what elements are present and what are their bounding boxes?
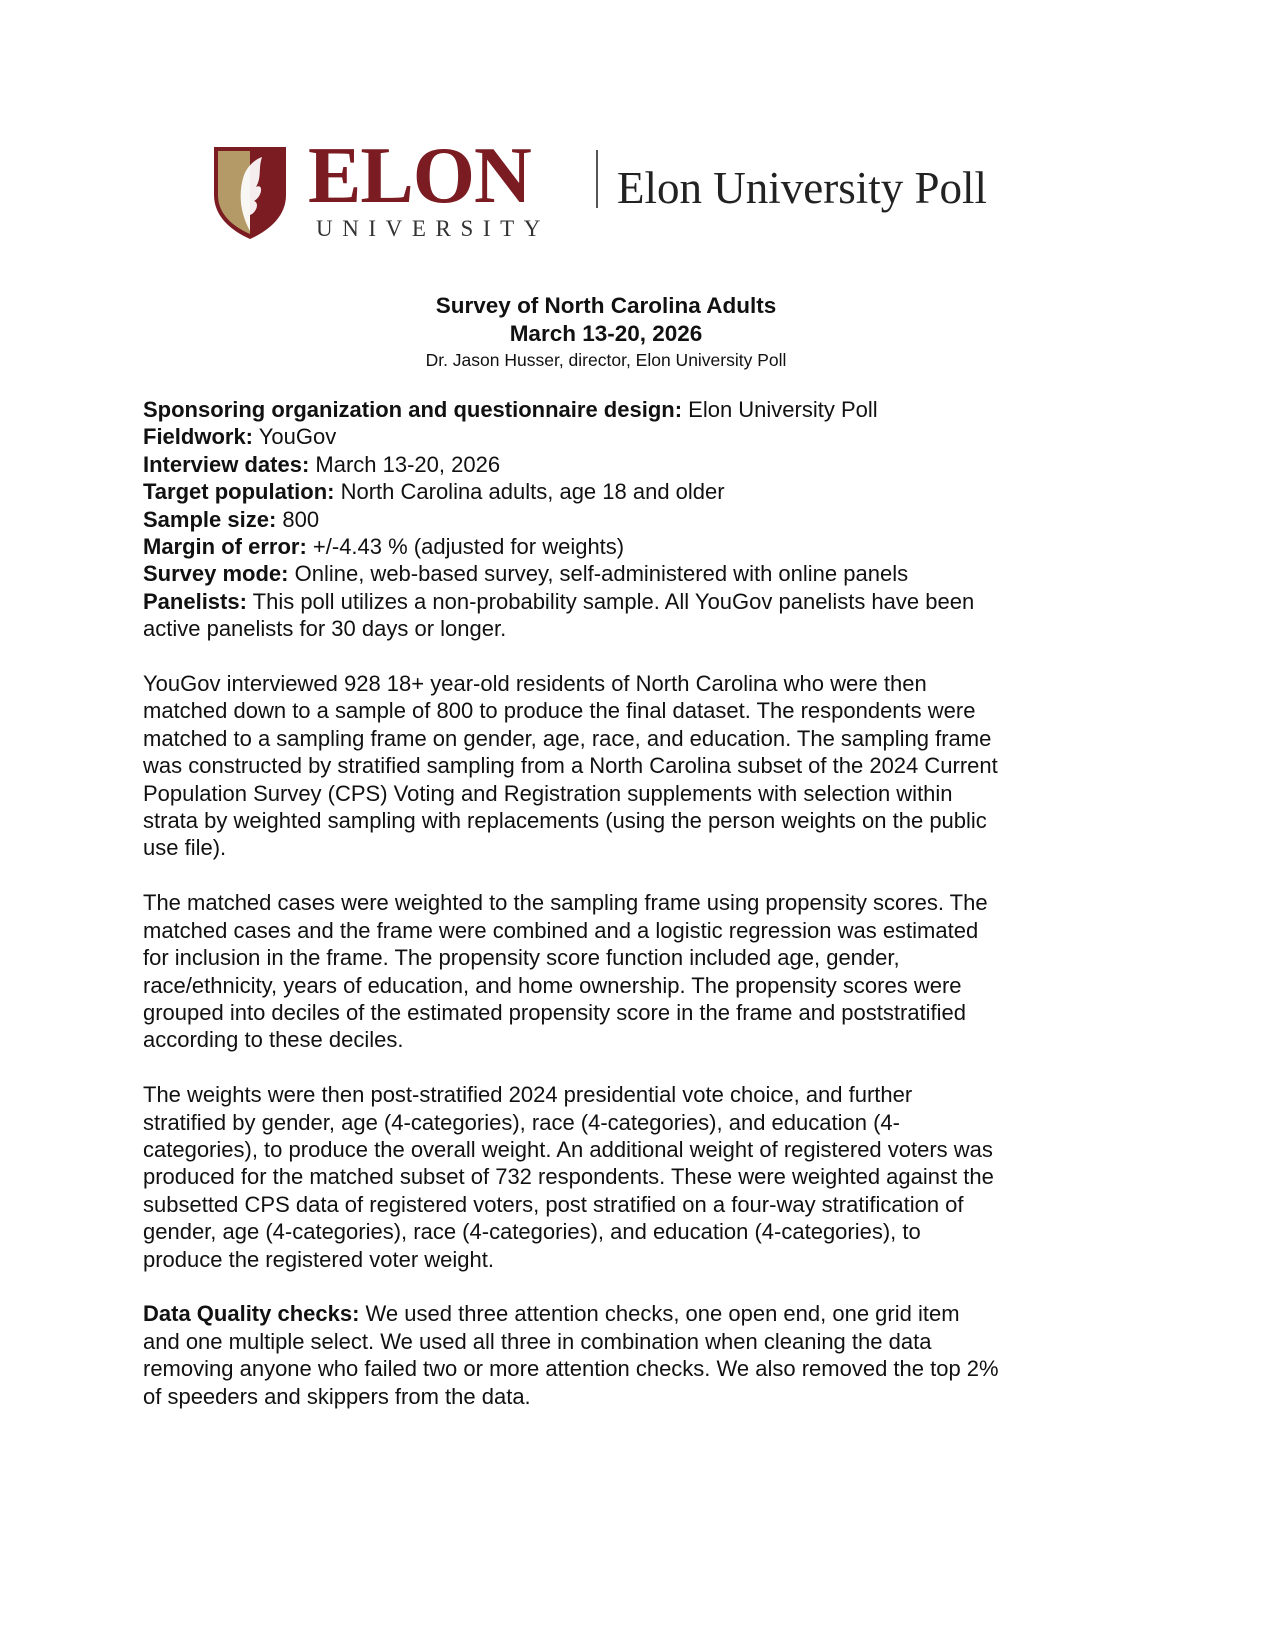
methodology-summary <box>143 396 1143 643</box>
elon-university-poll-logo <box>210 132 1030 250</box>
meta-value: 800 <box>276 506 320 532</box>
meta-row <box>143 533 1143 560</box>
paragraph-line <box>143 917 1143 944</box>
meta-label: Fieldwork: <box>143 424 254 450</box>
line-text: and one multiple select. We used all three in combination when cleaning the data <box>143 1328 932 1354</box>
paragraph-line <box>143 725 1143 752</box>
meta-row <box>143 396 1143 423</box>
meta-row <box>143 478 1143 505</box>
shield-leaf-icon <box>210 143 290 241</box>
meta-row <box>143 451 1143 478</box>
meta-label: Sponsoring organization and questionnaire design: <box>143 397 683 422</box>
line-text: of speeders and skippers from the data. <box>143 1383 531 1409</box>
line-text: was constructed by stratified sampling from a North Carolina subset of the 2024 Current <box>143 753 998 779</box>
paragraph-line <box>143 944 1143 971</box>
meta-row <box>143 588 1143 615</box>
paragraph-line <box>143 807 1143 834</box>
line-text: The matched cases were weighted to the sampling frame using propensity scores. The <box>143 890 988 916</box>
meta-value: March 13-20, 2026 <box>309 451 501 477</box>
meta-label: Interview dates: <box>143 451 310 477</box>
line-text: YouGov interviewed 928 18+ year-old residents of North Carolina who were then <box>143 671 927 697</box>
line-text: strata by weighted sampling with replacements (using the person weights on the public <box>143 808 987 834</box>
meta-label: Panelists: <box>143 588 247 614</box>
logo-wordmark: ELON <box>308 132 531 220</box>
paragraph-line <box>143 1300 1143 1327</box>
title-block <box>0 292 1212 372</box>
paragraph-line <box>143 1383 1143 1410</box>
paragraph <box>143 889 1143 1053</box>
line-text: grouped into deciles of the estimated propensity score in the frame and poststratified <box>143 999 967 1025</box>
logo-divider <box>596 150 598 208</box>
meta-value: Online, web-based survey, self-administered with online panels <box>288 561 909 587</box>
paragraph-line <box>143 1026 1143 1053</box>
line-text: gender, age (4-categories), race (4-categories), and education (4-categories), to <box>143 1219 921 1245</box>
line-text: subsetted CPS data of registered voters, post stratified on a four-way stratification of <box>143 1191 964 1217</box>
paragraph-line <box>143 889 1143 916</box>
line-text: race/ethnicity, years of education, and home ownership. The propensity scores were <box>143 972 962 998</box>
paragraph-line <box>143 697 1143 724</box>
paragraph-line <box>143 999 1143 1026</box>
survey-dates: March 13-20, 2026 <box>509 321 703 346</box>
paragraph-line <box>143 1355 1143 1382</box>
paragraph <box>143 670 1143 862</box>
line-text: use file). <box>143 835 227 861</box>
meta-value: YouGov <box>253 424 337 450</box>
line-text: matched cases and the frame were combined and a logistic regression was estimated <box>143 917 979 943</box>
paragraph-line <box>143 1246 1143 1273</box>
paragraph-line <box>143 834 1143 861</box>
meta-label: Margin of error: <box>143 534 307 560</box>
logo-subtitle: UNIVERSITY <box>316 216 550 241</box>
line-text: matched to a sampling frame on gender, age, race, and education. The sampling frame <box>143 725 992 751</box>
paragraph-line <box>143 1163 1143 1190</box>
meta-row <box>143 560 1143 587</box>
line-text: We used three attention checks, one open end, one grid item <box>359 1301 960 1327</box>
meta-label: Sample size: <box>143 506 277 532</box>
meta-value: North Carolina adults, age 18 and older <box>334 479 725 505</box>
paragraph <box>143 1081 1143 1273</box>
line-text: according to these deciles. <box>143 1027 404 1053</box>
paragraph-line <box>143 972 1143 999</box>
director-line: Dr. Jason Husser, director, Elon University Poll <box>425 350 787 370</box>
line-text: produce the registered voter weight. <box>143 1246 494 1272</box>
line-text: Population Survey (CPS) Voting and Registration supplements with selection within <box>143 780 953 806</box>
document-title: Survey of North Carolina Adults <box>435 293 777 318</box>
poll-name: Elon University Poll <box>617 163 987 213</box>
meta-label: Survey mode: <box>143 561 289 587</box>
paragraph-line <box>143 1191 1143 1218</box>
paragraph-line <box>143 1328 1143 1355</box>
paragraph-line <box>143 780 1143 807</box>
line-text: removing anyone who failed two or more attention checks. We also removed the top 2% <box>143 1356 999 1382</box>
document-body <box>143 396 1143 1410</box>
paragraph <box>143 1300 1143 1410</box>
paragraph-label: Data Quality checks: <box>143 1301 360 1327</box>
meta-value: active panelists for 30 days or longer. <box>143 616 507 642</box>
line-text: categories), to produce the overall weight. An additional weight of registered voters was <box>143 1136 993 1162</box>
line-text: The weights were then post-stratified 2024 presidential vote choice, and further <box>143 1082 913 1108</box>
line-text: for inclusion in the frame. The propensity score function included age, gender, <box>143 945 900 971</box>
meta-value: This poll utilizes a non-probability sample. All YouGov panelists have been <box>246 588 975 614</box>
paragraph-line <box>143 1136 1143 1163</box>
paragraph-line <box>143 1218 1143 1245</box>
paragraph-line <box>143 1081 1143 1108</box>
line-text: stratified by gender, age (4-categories), race (4-categories), and education (4- <box>143 1109 900 1135</box>
meta-value: Elon University Poll <box>682 397 878 422</box>
paragraph-line <box>143 752 1143 779</box>
paragraph-line <box>143 670 1143 697</box>
line-text: matched down to a sample of 800 to produce the final dataset. The respondents were <box>143 698 976 724</box>
paragraph-line <box>143 1109 1143 1136</box>
methodology-paragraphs <box>143 670 1143 1410</box>
meta-value: +/-4.43 % (adjusted for weights) <box>306 534 625 560</box>
meta-row <box>143 615 1143 642</box>
meta-row <box>143 506 1143 533</box>
meta-label: Target population: <box>143 479 335 505</box>
meta-row <box>143 423 1143 450</box>
line-text: produced for the matched subset of 732 respondents. These were weighted against the <box>143 1164 994 1190</box>
